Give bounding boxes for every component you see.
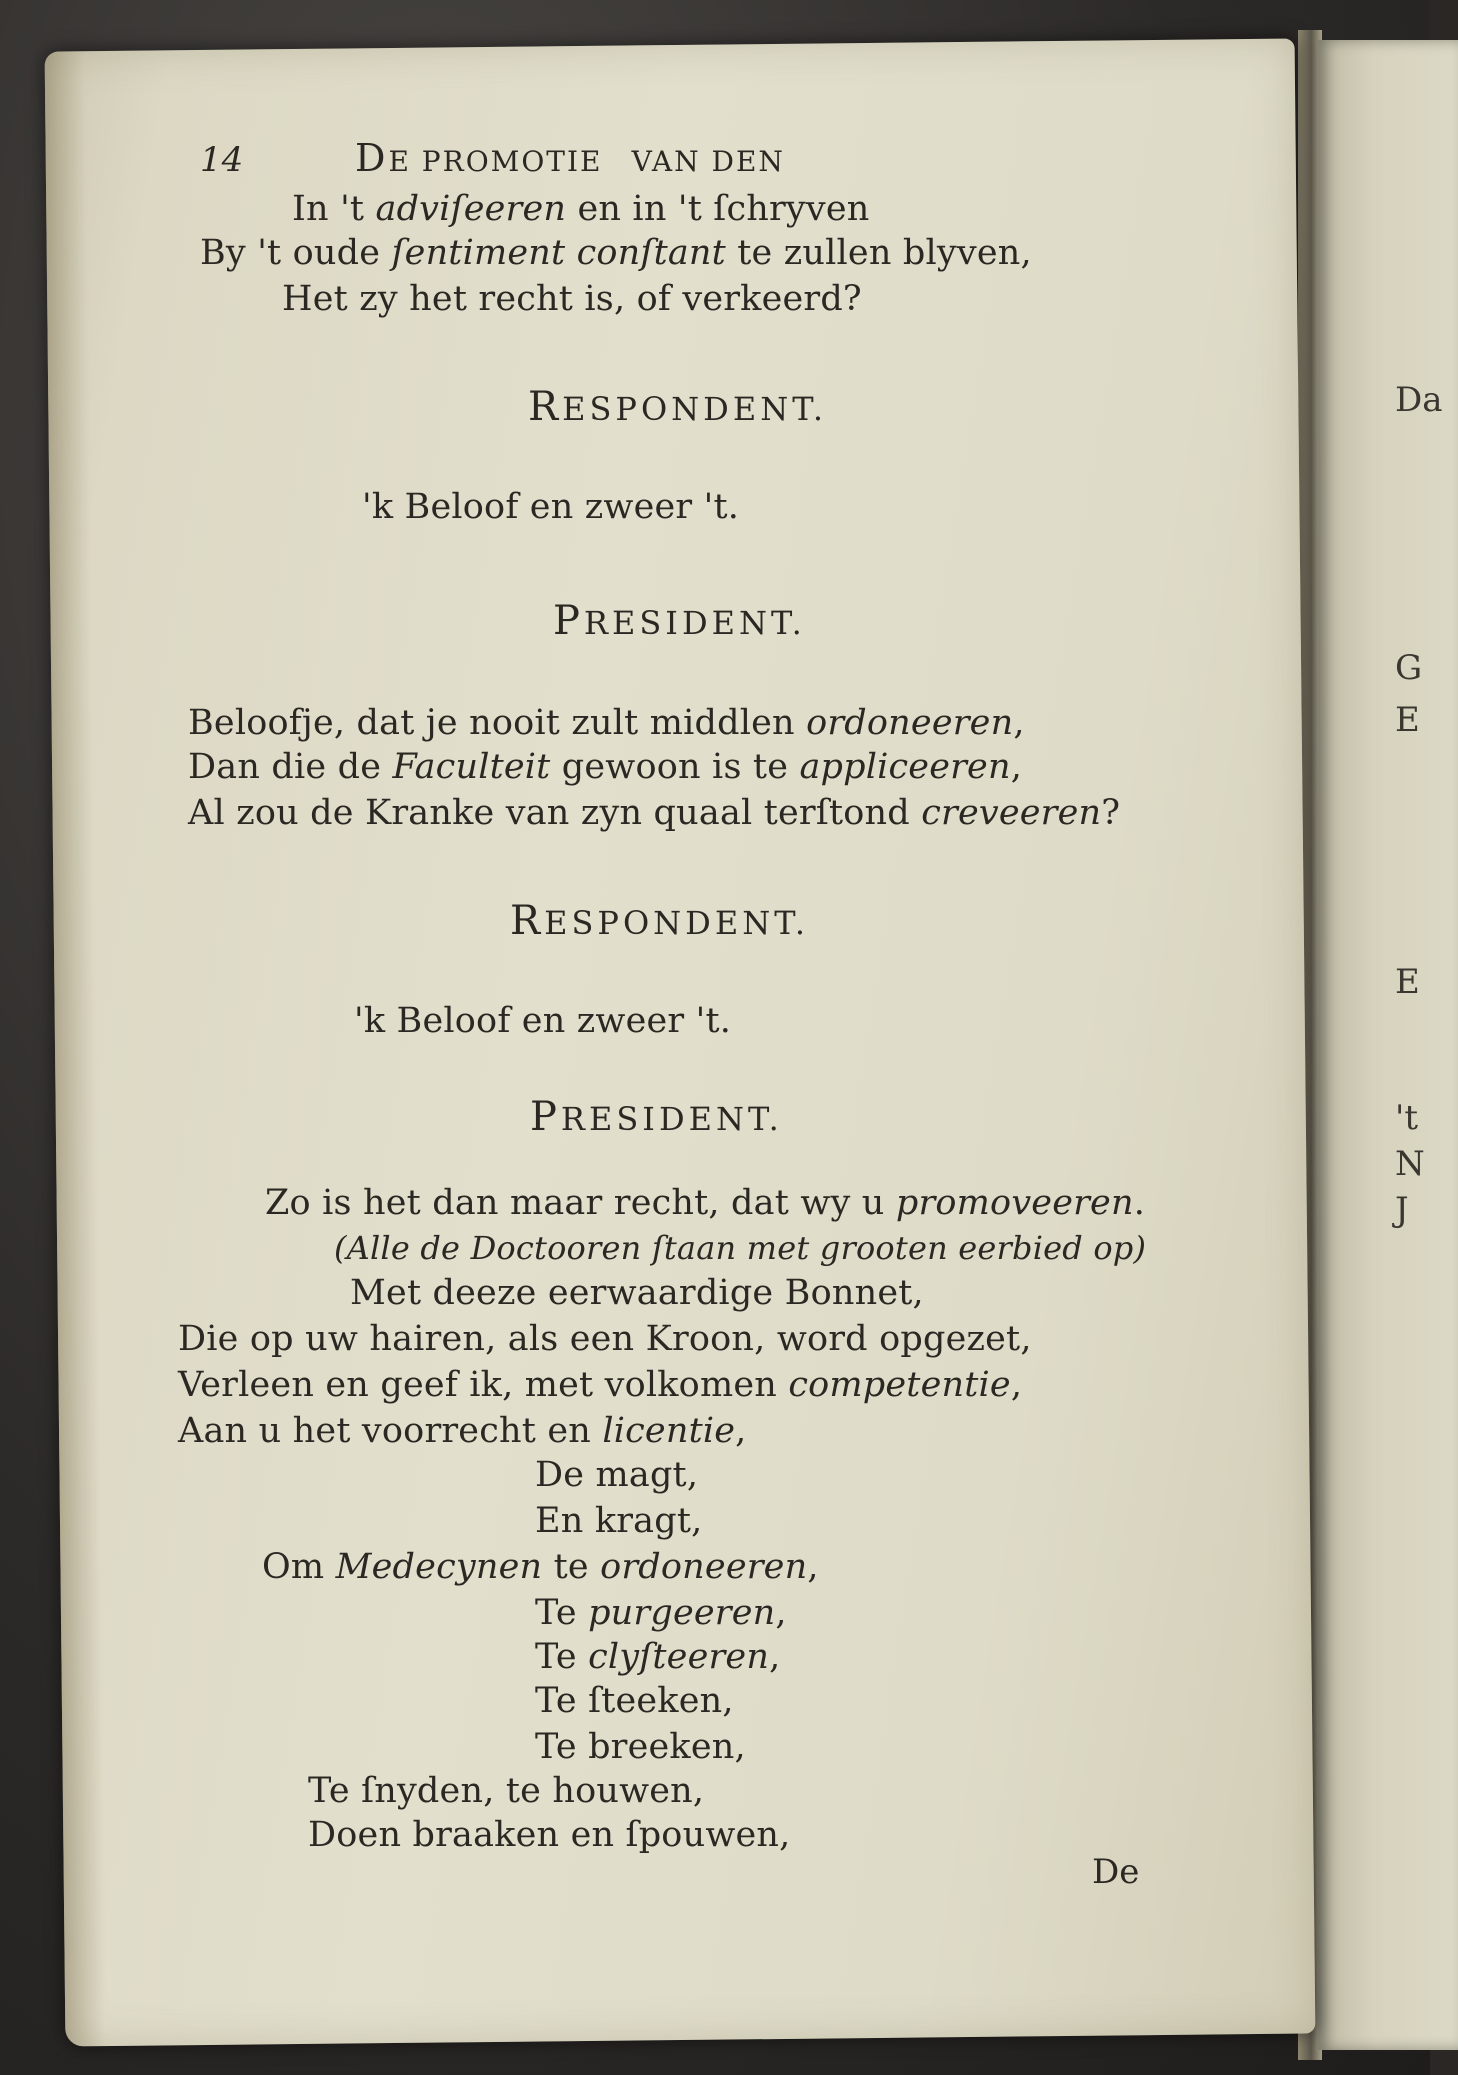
verse-line bbox=[178, 1365, 1023, 1405]
italic-run: creveeren bbox=[921, 793, 1102, 833]
text-run: Te bbox=[535, 1593, 589, 1633]
text-run: , bbox=[735, 1411, 747, 1451]
text-run: Met deeze eerwaardige Bonnet, bbox=[350, 1273, 924, 1313]
text-run: Het zy het recht is, of verkeerd? bbox=[282, 279, 862, 319]
italic-run: appliceeren bbox=[799, 747, 1011, 787]
italic-run: competentie bbox=[788, 1365, 1011, 1405]
verse-line bbox=[188, 703, 1025, 743]
verse-line bbox=[535, 1501, 703, 1541]
running-head bbox=[355, 136, 785, 180]
verse-line bbox=[308, 1771, 705, 1811]
verse-line bbox=[535, 1455, 699, 1495]
italic-run: Medecynen bbox=[335, 1547, 543, 1587]
text-run: Doen braaken en ſpouwen, bbox=[308, 1815, 791, 1855]
text-run: en in 't ſchryven bbox=[566, 189, 870, 229]
text-run bbox=[565, 233, 576, 273]
text-run: 'k Beloof en zweer 't. bbox=[362, 487, 740, 527]
speaker-rest: ESPONDENT. bbox=[544, 904, 809, 942]
verse-line bbox=[282, 279, 862, 319]
facing-fragment: G bbox=[1395, 648, 1423, 688]
verse-line bbox=[292, 189, 870, 229]
italic-run: promoveeren bbox=[895, 1183, 1134, 1223]
text-run: En kragt, bbox=[535, 1501, 703, 1541]
speaker-initial: P bbox=[530, 1094, 561, 1140]
text-run: , bbox=[769, 1637, 781, 1677]
text-run: In 't bbox=[292, 189, 376, 229]
running-head-small: VAN DEN bbox=[631, 145, 785, 178]
stage-direction: (Alle de Doctooren ſtaan met grooten eerbied op) bbox=[334, 1229, 1147, 1267]
speaker-heading bbox=[553, 598, 806, 644]
running-head-initial: D bbox=[355, 136, 389, 180]
verse-line bbox=[178, 1411, 747, 1451]
text-run: , bbox=[1013, 703, 1025, 743]
text-run: , bbox=[1010, 1365, 1023, 1405]
speaker-initial: P bbox=[553, 598, 584, 644]
verse-line bbox=[362, 487, 740, 527]
text-run: , bbox=[807, 1547, 819, 1587]
catchword: De bbox=[1092, 1852, 1140, 1892]
italic-run: ordoneeren bbox=[600, 1547, 808, 1587]
text-run: Om bbox=[262, 1547, 336, 1587]
italic-run: conſtant bbox=[576, 233, 726, 273]
italic-run: Faculteit bbox=[392, 747, 551, 787]
page-number: 14 bbox=[200, 140, 244, 180]
text-run: Verleen en geef ik, met volkomen bbox=[178, 1365, 789, 1405]
facing-fragment: 't bbox=[1395, 1098, 1419, 1138]
speaker-rest: ESPONDENT. bbox=[562, 390, 827, 428]
text-run: Te breeken, bbox=[535, 1727, 746, 1767]
speaker-initial: R bbox=[510, 898, 545, 944]
text-run: Te bbox=[535, 1637, 589, 1677]
text-run: ? bbox=[1101, 793, 1121, 833]
verse-line bbox=[265, 1183, 1146, 1223]
text-run: gewoon is te bbox=[550, 747, 800, 787]
text-run: Beloofje, dat je nooit zult middlen bbox=[188, 703, 807, 743]
facing-fragment: J bbox=[1395, 1190, 1409, 1230]
verse-line bbox=[535, 1727, 746, 1767]
verse-line bbox=[535, 1593, 787, 1633]
verse-line bbox=[354, 1001, 732, 1041]
text-run: Al zou de Kranke van zyn quaal terſtond bbox=[188, 793, 922, 833]
verse-line bbox=[535, 1637, 781, 1677]
text-run: te bbox=[542, 1547, 601, 1587]
italic-run: adviſeeren bbox=[375, 189, 567, 229]
text-run: , bbox=[775, 1593, 787, 1633]
speaker-rest: RESIDENT. bbox=[583, 604, 806, 642]
speaker-rest: RESIDENT. bbox=[560, 1100, 783, 1138]
text-run: Dan die de bbox=[188, 747, 393, 787]
text-run: . bbox=[1133, 1183, 1146, 1223]
italic-run: ordoneeren bbox=[806, 703, 1014, 743]
text-run: Te ſteeken, bbox=[535, 1681, 734, 1721]
verse-line bbox=[535, 1681, 734, 1721]
text-run: De magt, bbox=[535, 1455, 699, 1495]
verse-line bbox=[262, 1547, 819, 1587]
speaker-heading bbox=[510, 898, 809, 944]
facing-fragment: E bbox=[1395, 962, 1420, 1002]
verse-line bbox=[178, 1319, 1032, 1359]
italic-run: licentie bbox=[602, 1411, 736, 1451]
italic-run: clyſteeren bbox=[588, 1637, 770, 1677]
text-run: Aan u het voorrecht en bbox=[178, 1411, 603, 1451]
verse-line bbox=[188, 793, 1121, 833]
text-run: By 't oude bbox=[200, 233, 392, 273]
verse-line bbox=[308, 1815, 791, 1855]
text-run: Die op uw hairen, als een Kroon, word opgezet, bbox=[178, 1319, 1032, 1359]
verse-line bbox=[188, 747, 1023, 787]
text-run: , bbox=[1010, 747, 1023, 787]
italic-run: purgeeren bbox=[588, 1593, 776, 1633]
verse-line bbox=[200, 233, 1032, 273]
italic-run: ſentiment bbox=[391, 233, 566, 273]
speaker-heading bbox=[528, 384, 827, 430]
facing-fragment: Da bbox=[1395, 380, 1443, 420]
text-run: Zo is het dan maar recht, dat wy u bbox=[265, 1183, 896, 1223]
text-run: te zullen blyven, bbox=[725, 233, 1032, 273]
text-run: 'k Beloof en zweer 't. bbox=[354, 1001, 732, 1041]
verse-line bbox=[350, 1273, 924, 1313]
speaker-initial: R bbox=[528, 384, 563, 430]
speaker-heading bbox=[530, 1094, 783, 1140]
text-run: Te ſnyden, te houwen, bbox=[308, 1771, 705, 1811]
facing-fragment: N bbox=[1395, 1144, 1425, 1184]
running-head-rest: E PROMOTIE bbox=[388, 145, 603, 178]
facing-fragment: E bbox=[1395, 700, 1420, 740]
